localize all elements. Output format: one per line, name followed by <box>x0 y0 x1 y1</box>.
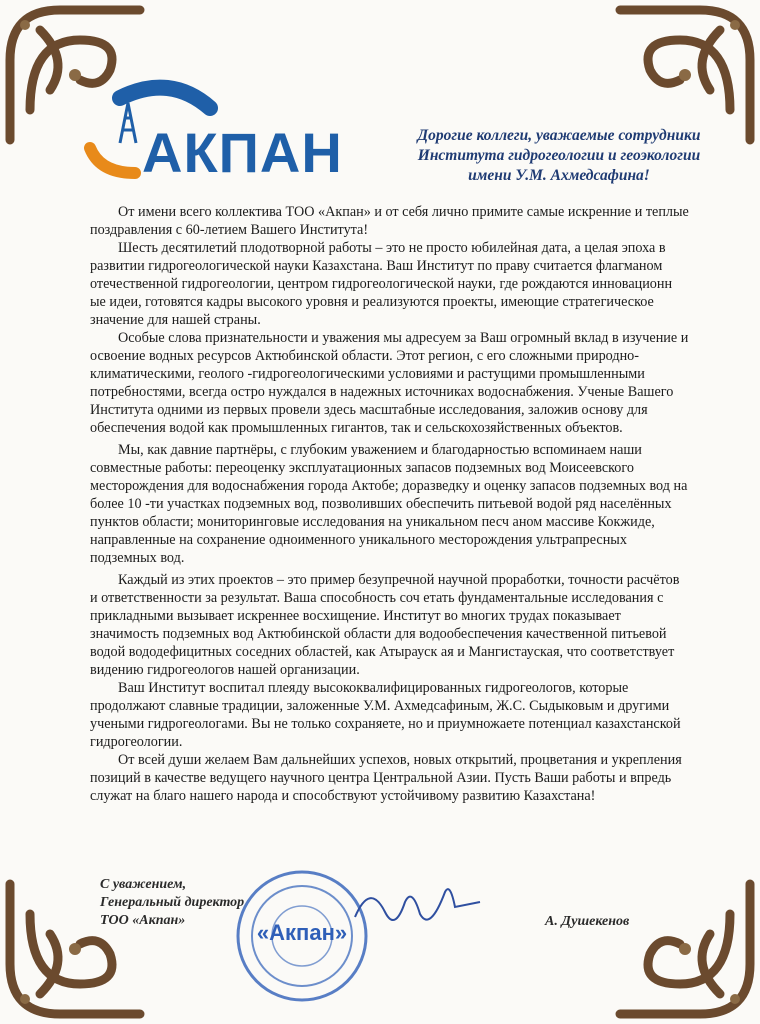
derrick-icon <box>120 103 136 143</box>
handwritten-signature-icon <box>350 872 500 942</box>
akpan-logo <box>80 78 360 188</box>
signature-line: С уважением, <box>100 877 187 892</box>
stamp-text: «Акпан» <box>256 920 348 945</box>
logo-text: АКПАН <box>142 121 343 184</box>
greeting-line: имени У.М. Ахмедсафина! <box>468 167 650 184</box>
greeting-line: Института гидрогеологии и геоэкологии <box>417 147 701 164</box>
paragraph: Мы, как давние партнёры, с глубоким уважением и благодарностью вспоминаем наши совместные работы: переоценку эксплуатационных запасов подземных вод Моисеевского месторождения для водоснабжения города Актобе; доразведку и оценку запасов подземных вод на более 10 -ти участках подземных вод, позволивших обеспечить питьевой водой ряд населённых пунктов области; мониторинговые исследования на уникальном песч аном массиве Кокжиде, направленные на сохранение одноименного уникального месторождения ультрапресных подземных вод. <box>90 442 688 566</box>
letter-body <box>90 203 690 805</box>
ornament-corner-bottom-right <box>610 874 760 1024</box>
paragraph: Шесть десятилетий плодотворной работы – это не просто юбилейная дата, а целая эпоха в развитии гидрогеологической науки Казахстана. Ваш Институт по праву считается флагманом отечественной гидрогеологии, центром гидрогеологической науки, где рождаются инновационн ые идеи, готовятся кадры высокого уровня и реализуются проекты, имеющие стратегическое значение для нашей страны. <box>90 240 673 328</box>
paragraph: Ваш Институт воспитал плеяду высококвалифицированных гидрогеологов, которые продолжают славные традиции, заложенные У.М. Ахмедсафиным, Ж.С. Сыдыковым и другими учеными гидрогеологами. Вы не только сохраняете, но и приумножаете потенциал казахстанской гидрогеологии. <box>90 680 681 750</box>
signature-line: Генеральный директор <box>100 895 245 910</box>
signature-line: ТОО «Акпан» <box>100 913 186 928</box>
paragraph: Особые слова признательности и уважения мы адресуем за Ваш огромный вклад в изучение и освоение водных ресурсов Актюбинской области. Этот регион, с его сложными природно-климатическими, геолого -гидрогеологическими условиями и растущими промышленными потребностями, всегда остро нуждался в надежных источниках водоснабжения. Ученые Вашего Института одними из первых провели здесь масштабные исследования, заложив основу для обеспечения водой как промышленных гигантов, так и сельскохозяйственных объектов. <box>90 330 689 436</box>
greeting-line: Дорогие коллеги, уважаемые сотрудники <box>417 127 701 144</box>
greeting <box>366 126 752 186</box>
signer-name: А. Душекенов <box>545 914 630 929</box>
signature-block <box>100 876 320 930</box>
paragraph: От имени всего коллектива ТОО «Акпан» и от себя лично примите самые искренние и теплые поздравления с 60-летием Вашего Института! <box>90 204 689 238</box>
paragraph: От всей души желаем Вам дальнейших успехов, новых открытий, процветания и укрепления позиций в качестве ведущего научного центра Центральной Азии. Пусть Ваши работы и впредь служат на благо нашего народа и способствуют устойчивому развитию Казахстана! <box>90 752 682 804</box>
paragraph: Каждый из этих проектов – это пример безупречной научной проработки, точности расчётов и ответственности за результат. Ваша способность соч етать фундаментальные исследования с прикладными вызывает искреннее восхищение. Институт во многих трудах показывает значимость подземных вод Актюбинской области для водообеспечения качественной питьевой водой вододефицитных соседних областей, как Атырауск ая и Мангистауская, что соответствует видению гидрогеологов нашей организации. <box>90 572 680 678</box>
